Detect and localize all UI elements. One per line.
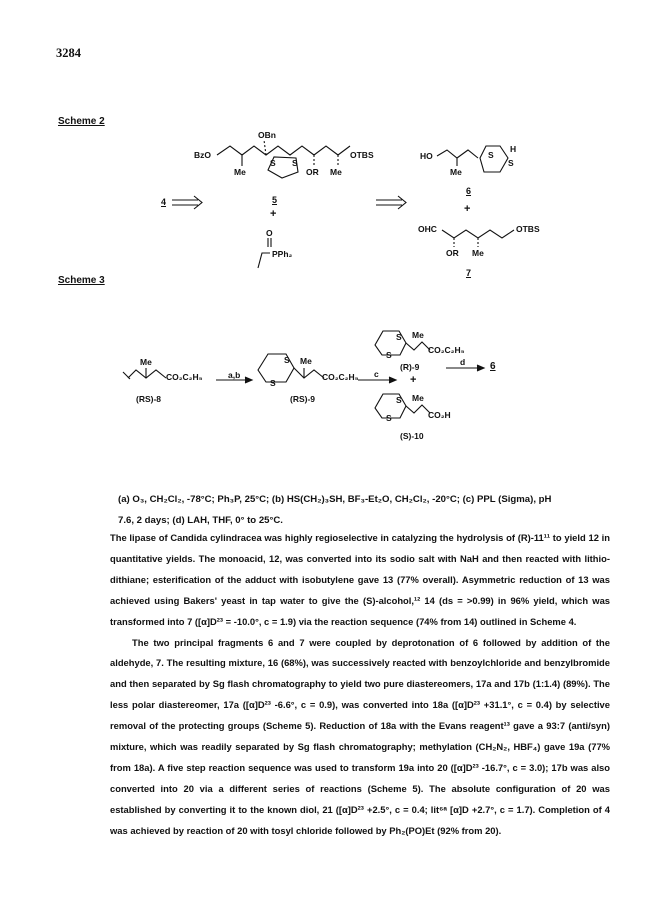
label-ho: HO bbox=[420, 151, 433, 161]
label-ester-9: CO₂C₂H₅ bbox=[322, 372, 359, 382]
label-s2-9: S bbox=[270, 378, 276, 388]
label-s1-9: S bbox=[284, 355, 290, 365]
label-me1: Me bbox=[234, 167, 246, 177]
label-acid-s10: CO₂H bbox=[428, 410, 451, 420]
bond-vinyl bbox=[123, 372, 130, 379]
chain-s10 bbox=[406, 405, 430, 413]
chain-r9 bbox=[406, 342, 430, 350]
label-s1-r9: S bbox=[396, 332, 402, 342]
label-ohc: OHC bbox=[418, 224, 437, 234]
label-rs8: (RS)-8 bbox=[136, 394, 162, 404]
conditions-line-2: 7.6, 2 days; (d) LAH, THF, 0° to 25°C. bbox=[118, 515, 283, 526]
label-s1-s10: S bbox=[396, 395, 402, 405]
final-6: 6 bbox=[490, 361, 496, 372]
label-pph2: PPh₂ bbox=[272, 249, 293, 259]
paragraph-1: The lipase of Candida cylindracea was highly regioselective in catalyzing the hydrolysis of (R)-11¹¹ to yield 12 in quantitative yields. The monoacid, 12, was converted into its sodio salt with NaH and then reacted with lithio-dithiane; esterification of the adduct with isobutylene gave 13 (77% overall). Asymmetric reduction of 13 was achieved using Bakers' yeast in tap water to give the (S)-alcohol,¹² 14 (ds = >0.99) in 96% yield, which was transformed into 7 ([α]D²³ = -10.0°, c = 1.9) via the reaction sequence (74% from 14) outlined in Scheme 4. bbox=[110, 532, 610, 627]
arrow-d-label: d bbox=[460, 357, 466, 367]
label-s2-r9: S bbox=[386, 350, 392, 360]
dithiane-ring-6 bbox=[480, 146, 508, 172]
retro-arrow-2-head bbox=[398, 196, 406, 209]
chain-8 bbox=[128, 370, 166, 378]
paragraph-2: The two principal fragments 6 and 7 were coupled by deprotonation of 6 followed by addition of the aldehyde, 7. The resulting mixture, 16 (68%), was successively reacted with benzoylchloride and benzylbromide and then separated by Sg flash chromatography to yield two pure diastereomers, 17a and 17b (1:1.4) (89%). The less polar diastereomer, 17a ([α]D²³ -6.6°, c = 0.9), was converted into 18a ([α]D²³ +31.1°, c = 0.4) by selective removal of the protecting groups (Scheme 5). Reduction of 18a with the Evans reagent¹³ gave a 93:7 (anti/syn) mixture, which was readily separated by Sg flash chromatography; methylation (CH₂N₂, HBF₄) gave 19a (77% from 18a). A five step reaction sequence was used to transform 19a into 20 ([α]D²³ -16.7°, c = 3.0); 17b was also converted into 20 via a different series of reactions (Scheme 5). The absolute configuration of 20 was established by converting it to the known diol, 21 ([α]D²³ +2.5°, c = 0.4; lit⁶ᵃ [α]D +2.7°, c = 1.7). Completion of 4 was achieved by reaction of 20 with tosyl chloride followed by Ph₂(PO)Et (92% from 20). bbox=[110, 636, 610, 836]
retro-arrow-1-head bbox=[194, 196, 202, 209]
label-me-s10: Me bbox=[412, 393, 424, 403]
chain-6 bbox=[437, 150, 478, 158]
label-or: OR bbox=[306, 167, 319, 177]
scheme-2-label: Scheme 2 bbox=[58, 116, 105, 127]
label-s1-6: S bbox=[488, 150, 494, 160]
label-otbs: OTBS bbox=[350, 150, 374, 160]
body-text bbox=[110, 528, 610, 842]
chain-5 bbox=[217, 146, 350, 155]
label-me-8: Me bbox=[140, 357, 152, 367]
chain-7 bbox=[442, 230, 514, 238]
label-ester-8: CO₂C₂H₅ bbox=[166, 372, 203, 382]
arrow-c-label: c bbox=[374, 369, 379, 379]
label-s1-5: S bbox=[270, 158, 276, 168]
bond-obn bbox=[264, 140, 266, 155]
arrow-ab-label: a,b bbox=[228, 370, 241, 380]
label-or-7: OR bbox=[446, 248, 459, 258]
label-bzo: BzO bbox=[194, 150, 211, 160]
label-me2: Me bbox=[330, 167, 342, 177]
label-me-7: Me bbox=[472, 248, 484, 258]
conditions-line-1: (a) O₃, CH₂Cl₂, -78°C; Ph₃P, 25°C; (b) HS(CH₂)₃SH, BF₃-Et₂O, CH₂Cl₂, -20°C; (c) PPL (Sigma), pH bbox=[118, 494, 552, 505]
label-rs9: (RS)-9 bbox=[290, 394, 316, 404]
compound-6: 6 bbox=[466, 186, 472, 196]
compound-7: 7 bbox=[466, 268, 472, 278]
page-number: 3284 bbox=[56, 46, 81, 60]
label-ester-r9: CO₂C₂H₅ bbox=[428, 345, 465, 355]
label-me-r9: Me bbox=[412, 330, 424, 340]
arrow-c-head bbox=[389, 377, 396, 383]
chain-phosphine bbox=[258, 253, 270, 268]
label-me-6: Me bbox=[450, 167, 462, 177]
arrow-d-head bbox=[477, 365, 484, 371]
label-otbs-7: OTBS bbox=[516, 224, 540, 234]
plus-3: + bbox=[410, 374, 417, 386]
scheme-3-label: Scheme 3 bbox=[58, 275, 105, 286]
label-o: O bbox=[266, 228, 273, 238]
label-me-9: Me bbox=[300, 356, 312, 366]
label-s2-s10: S bbox=[386, 413, 392, 423]
arrow-ab-head bbox=[245, 377, 252, 383]
label-r9: (R)-9 bbox=[400, 362, 420, 372]
label-obn: OBn bbox=[258, 130, 276, 140]
label-s2-6: S bbox=[508, 158, 514, 168]
plus-2: + bbox=[464, 203, 471, 215]
label-s10: (S)-10 bbox=[400, 431, 424, 441]
plus-1: + bbox=[270, 208, 277, 220]
chain-9 bbox=[294, 368, 324, 378]
reaction-conditions bbox=[118, 489, 588, 531]
compound-5: 5 bbox=[272, 195, 278, 205]
label-h: H bbox=[510, 144, 517, 154]
compound-4: 4 bbox=[161, 197, 167, 207]
label-s2-5: S bbox=[292, 158, 298, 168]
